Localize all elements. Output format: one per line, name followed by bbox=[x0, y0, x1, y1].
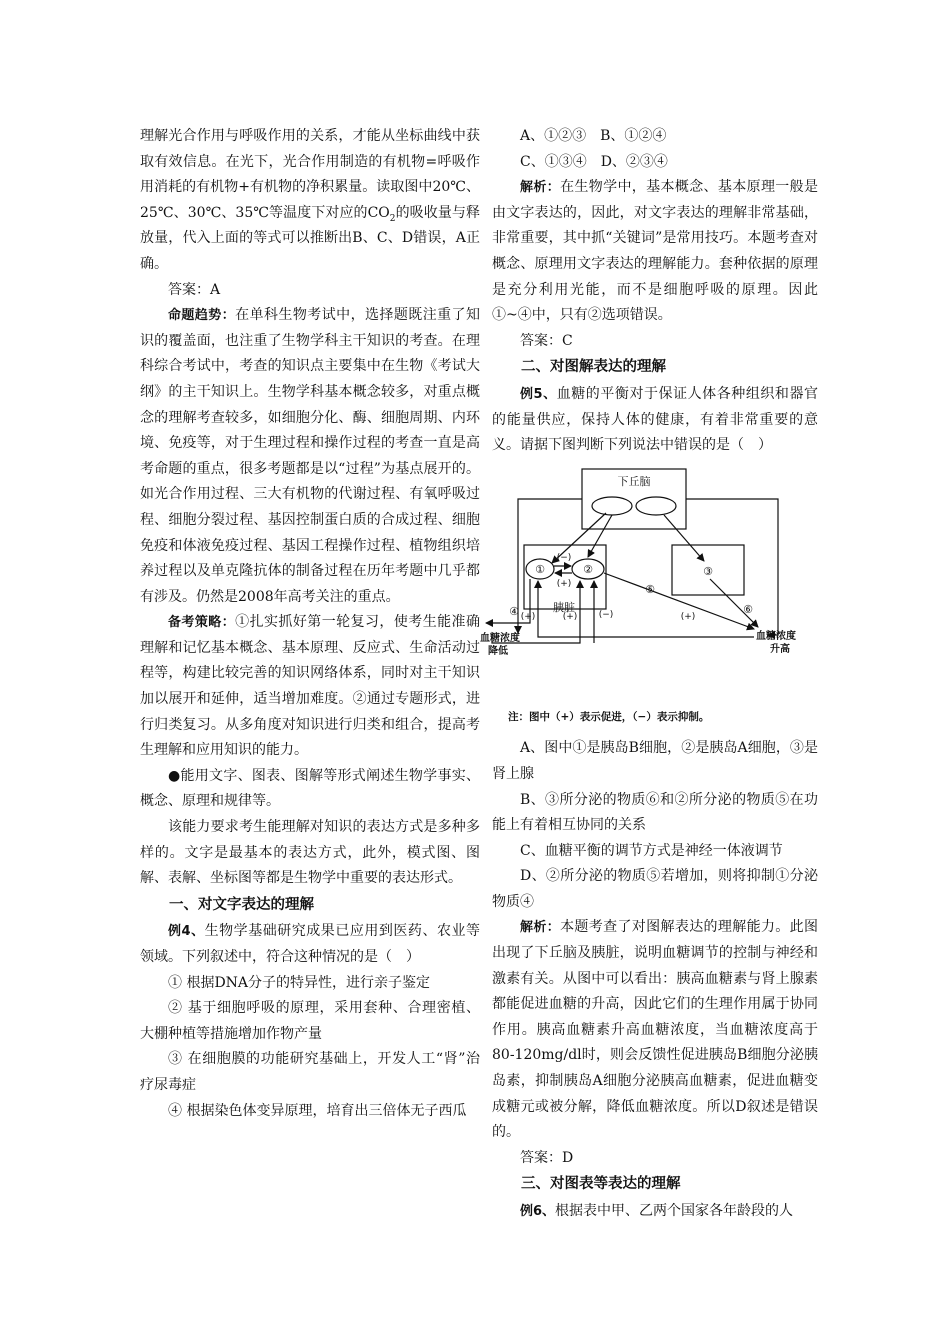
diagram-note: 注：图中（+）表示促进，（−）表示抑制。 bbox=[508, 710, 710, 723]
analysis-2: 解析：本题考查了对图解表达的理解能力。此图出现了下丘脑及胰脏，说明血糖调节的控制与神经和激素有关。从图中可以看出：胰高血糖素与肾上腺素都能促进血糖的升高，因此它们的生理作用属于协同作用。胰高血糖素升高血糖浓度，当血糖浓度高于80-120mg/dl时，则会反馈性促进胰岛B细胞分泌胰岛素，抑制胰岛A细胞分泌胰高血糖素，促进血糖变成糖元或被分解，降低血糖浓度。所以D叙述是错误的。 bbox=[492, 919, 818, 1141]
example-5: 例5、血糖的平衡对于保证人体各种组织和器官的能量供应，保持人体的健康，有着非常重要的意义。请据下图判断下列说法中错误的是（ ） bbox=[492, 385, 819, 454]
label-pancreas: 胰脏 bbox=[553, 600, 575, 614]
left-column bbox=[140, 124, 480, 1124]
option-2: ② 基于细胞呼吸的原理，采用套种、合理密植、大棚种植等措施增加作物产量 bbox=[140, 1000, 480, 1042]
label-plus-b: (+) bbox=[562, 611, 578, 622]
right-column bbox=[480, 124, 819, 1225]
option-4: ④ 根据染色体变异原理，培育出三倍体无子西瓜 bbox=[168, 1102, 467, 1119]
label-low-2: 降低 bbox=[488, 645, 508, 657]
paragraph-photosynthesis: 理解光合作用与呼吸作用的关系，才能从坐标曲线中获取有效信息。在光下，光合作用制造的有机物=呼吸作用消耗的有机物+有机物的净积累量。读取图中20℃、25℃、30℃、35℃等温度下对应的$CO_2$的吸收量与释放量，代入上面的等式可以推断出B、C、D错误，A正确。 bbox=[140, 128, 480, 272]
option-1: ① 根据DNA分子的特异性，进行亲子鉴定 bbox=[168, 974, 431, 991]
label-hypothalamus: 下丘脑 bbox=[617, 474, 651, 488]
analysis-1: 解析：在生物学中，基本概念、基本原理一般是由文字表达的，因此，对文字表达的理解非常基础，非常重要，其中抓“关键词”是常用技巧。本题考查对概念、原理用文字表达的理解能力。套种依据的原理是充分利用光能，而不是细胞呼吸的原理。因此①~④中，只有②选项错误。 bbox=[492, 179, 818, 324]
label-cell-3: ③ bbox=[703, 564, 713, 578]
hypothalamus-left-ellipse bbox=[592, 497, 632, 515]
label-plus-a: (+) bbox=[520, 611, 536, 622]
label-6: ⑥ bbox=[743, 602, 753, 616]
example-6: 例6、根据表中甲、乙两个国家各年龄段的人 bbox=[520, 1203, 794, 1219]
option-d: D、②所分泌的物质⑤若增加，则将抑制①分泌物质④ bbox=[492, 868, 818, 910]
label-minus-b: (−) bbox=[598, 609, 614, 620]
option-b: B、③所分泌的物质⑥和②所分泌的物质⑤在功能上有着相互协同的关系 bbox=[492, 791, 818, 834]
answer-1: 答案：A bbox=[168, 281, 221, 298]
label-4: ④ bbox=[509, 604, 519, 618]
answer-2: 答案：C bbox=[520, 332, 573, 349]
answer-3: 答案：D bbox=[520, 1149, 574, 1166]
choices-line-1: A、①②③ B、①②④ bbox=[520, 128, 667, 144]
label-high-2: 升高 bbox=[770, 643, 790, 655]
heading-diagram-expression: 二、对图解表达的理解 bbox=[521, 359, 666, 376]
label-low-1: 血糖浓度 bbox=[480, 632, 520, 644]
label-minus-top: (−) bbox=[556, 552, 572, 563]
label-cell-2: ② bbox=[583, 562, 593, 576]
label-high-1: 血糖浓度 bbox=[756, 630, 796, 642]
label-5: ⑤ bbox=[645, 582, 655, 596]
paragraph-strategy: 备考策略：①扎实抓好第一轮复习，使考生能准确理解和记忆基本概念、基本原理、反应式、生命活动过程等，构建比较完善的知识网络体系，同时对主干知识加以展开和延伸，适当增加难度。②通过专题形式，进行归类复习。从多角度对知识进行归类和组合，提高考生理解和应用知识的能力。 bbox=[140, 614, 480, 759]
option-c: C、血糖平衡的调节方式是神经一体液调节 bbox=[520, 842, 783, 859]
choices-line-2: C、①③④ D、②③④ bbox=[520, 153, 668, 170]
paragraph-ability: 该能力要求考生能理解对知识的表达方式是多种多样的。文字是最基本的表达方式，此外，模式图、图解、表解、坐标图等都是生物学中重要的表达形式。 bbox=[140, 819, 480, 887]
label-plus-c: (+) bbox=[680, 611, 696, 622]
heading-table-expression: 三、对图表等表达的理解 bbox=[521, 1176, 681, 1193]
example-4: 例4、生物学基础研究成果已应用到医药、农业等领域。下列叙述中，符合这种情况的是（ ） bbox=[140, 923, 481, 965]
paragraph-trend: 命题趋势：在单科生物考试中，选择题既注重了知识的覆盖面，也注重了生物学科主干知识的考查。在理科综合考试中，考查的知识点主要集中在生物《考试大纲》的主干知识上。生物学科基本概念较多，对重点概念的理解考查较多，如细胞分化、酶、细胞周期、内环境、免疫等，对于生理过程和操作过程的考查一直是高考命题的重点，很多考题都是以“过程”为基点展开的。如光合作用过程、三大有机物的代谢过程、有氧呼吸过程、细胞分裂过程、基因控制蛋白质的合成过程、细胞免疫和体液免疫过程、基因工程操作过程、植物组织培养过程以及单克隆抗体的制备过程在历年考题中几乎都有涉及。仍然是2008年高考关注的重点。 bbox=[140, 307, 480, 605]
label-cell-1: ① bbox=[535, 562, 545, 576]
option-a: A、图中①是胰岛B细胞，②是胰岛A细胞，③是肾上腺 bbox=[492, 740, 818, 782]
hypothalamus-right-ellipse bbox=[636, 497, 676, 515]
heading-text-expression: 一、对文字表达的理解 bbox=[169, 896, 314, 913]
blood-sugar-diagram bbox=[478, 463, 818, 691]
bullet-ability: ●能用文字、图表、图解等形式阐述生物学事实、概念、原理和规律等。 bbox=[140, 767, 480, 810]
option-3: ③ 在细胞膜的功能研究基础上，开发人工“肾”治疗尿毒症 bbox=[140, 1051, 480, 1093]
diagram-svg bbox=[478, 463, 818, 691]
label-plus-mid: (+) bbox=[556, 578, 572, 589]
